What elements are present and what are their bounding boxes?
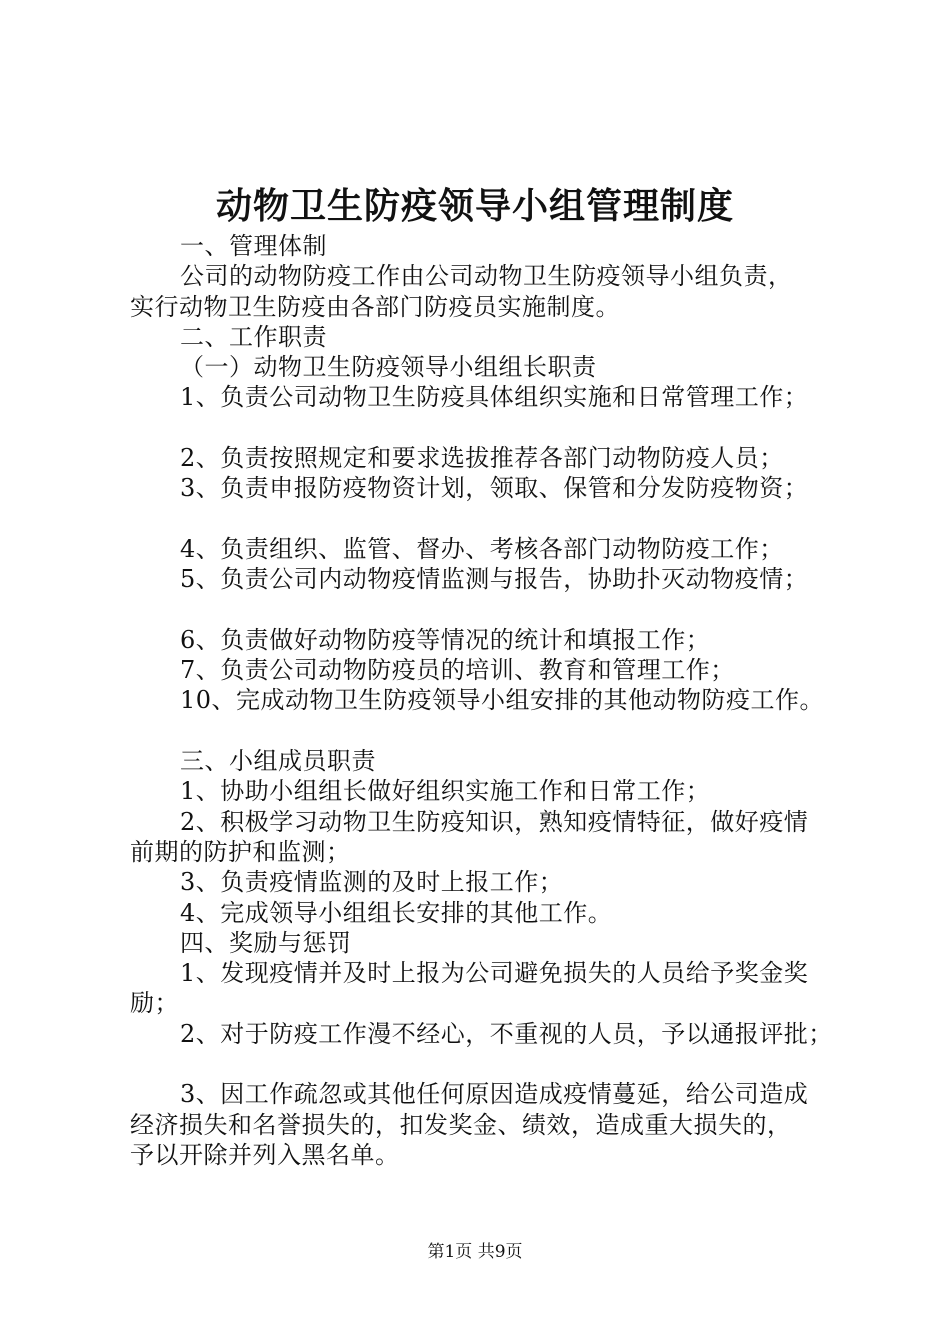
- blank-line: [130, 716, 850, 746]
- section-heading-management-system: 一、管理体制: [180, 232, 327, 260]
- blank-line: [130, 595, 850, 625]
- list-item: 3、负责疫情监测的及时上报工作；: [180, 868, 564, 897]
- paragraph-line: 公司的动物防疫工作由公司动物卫生防疫领导小组负责，: [180, 262, 793, 291]
- list-item: 4、完成领导小组组长安排的其他工作。: [180, 898, 613, 927]
- list-item-continuation: 前期的防护和监测；: [130, 837, 351, 866]
- list-item: 4、负责组织、监管、督办、考核各部门动物防疫工作；: [180, 534, 784, 563]
- blank-line: [130, 413, 850, 443]
- list-item: 5、负责公司内动物疫情监测与报告，协助扑灭动物疫情；: [180, 565, 809, 594]
- list-item-continuation: 经济损失和名誉损失的，扣发奖金、绩效，造成重大损失的，: [130, 1110, 792, 1139]
- list-item: 3、负责申报防疫物资计划，领取、保管和分发防疫物资；: [180, 474, 809, 503]
- blank-line: [130, 504, 850, 534]
- document-body: [130, 231, 850, 1170]
- list-item: 2、对于防疫工作漫不经心，不重视的人员，予以通报评批；: [180, 1019, 833, 1048]
- list-item-continuation: 予以开除并列入黑名单。: [130, 1140, 400, 1169]
- subsection-heading-leader-duties: （一）动物卫生防疫领导小组组长职责: [180, 353, 597, 382]
- document-title: 动物卫生防疫领导小组管理制度: [215, 186, 734, 227]
- list-item: 1、负责公司动物卫生防疫具体组织实施和日常管理工作；: [180, 383, 809, 412]
- section-heading-rewards-penalties: 四、奖励与惩罚: [180, 928, 352, 957]
- list-item: 2、积极学习动物卫生防疫知识，熟知疫情特征，做好疫情: [180, 807, 809, 836]
- list-item: 10、完成动物卫生防疫领导小组安排的其他动物防疫工作。: [180, 686, 825, 715]
- list-item: 2、负责按照规定和要求选拔推荐各部门动物防疫人员；: [180, 444, 784, 473]
- blank-line: [130, 1049, 850, 1079]
- list-item: 7、负责公司动物防疫员的培训、教育和管理工作；: [180, 656, 735, 685]
- list-item-continuation: 励；: [130, 989, 179, 1018]
- list-item: 1、协助小组组长做好组织实施工作和日常工作；: [180, 777, 711, 806]
- paragraph-line: 实行动物卫生防疫由各部门防疫员实施制度。: [130, 292, 620, 321]
- section-heading-member-duties: 三、小组成员职责: [180, 747, 376, 776]
- section-heading-duties: 二、工作职责: [180, 322, 327, 351]
- list-item: 1、发现疫情并及时上报为公司避免损失的人员给予奖金奖: [180, 959, 809, 988]
- list-item: 3、因工作疏忽或其他任何原因造成疫情蔓延，给公司造成: [180, 1080, 809, 1109]
- list-item: 6、负责做好动物防疫等情况的统计和填报工作；: [180, 625, 711, 654]
- page-number-footer: 第1页 共9页: [427, 1242, 523, 1262]
